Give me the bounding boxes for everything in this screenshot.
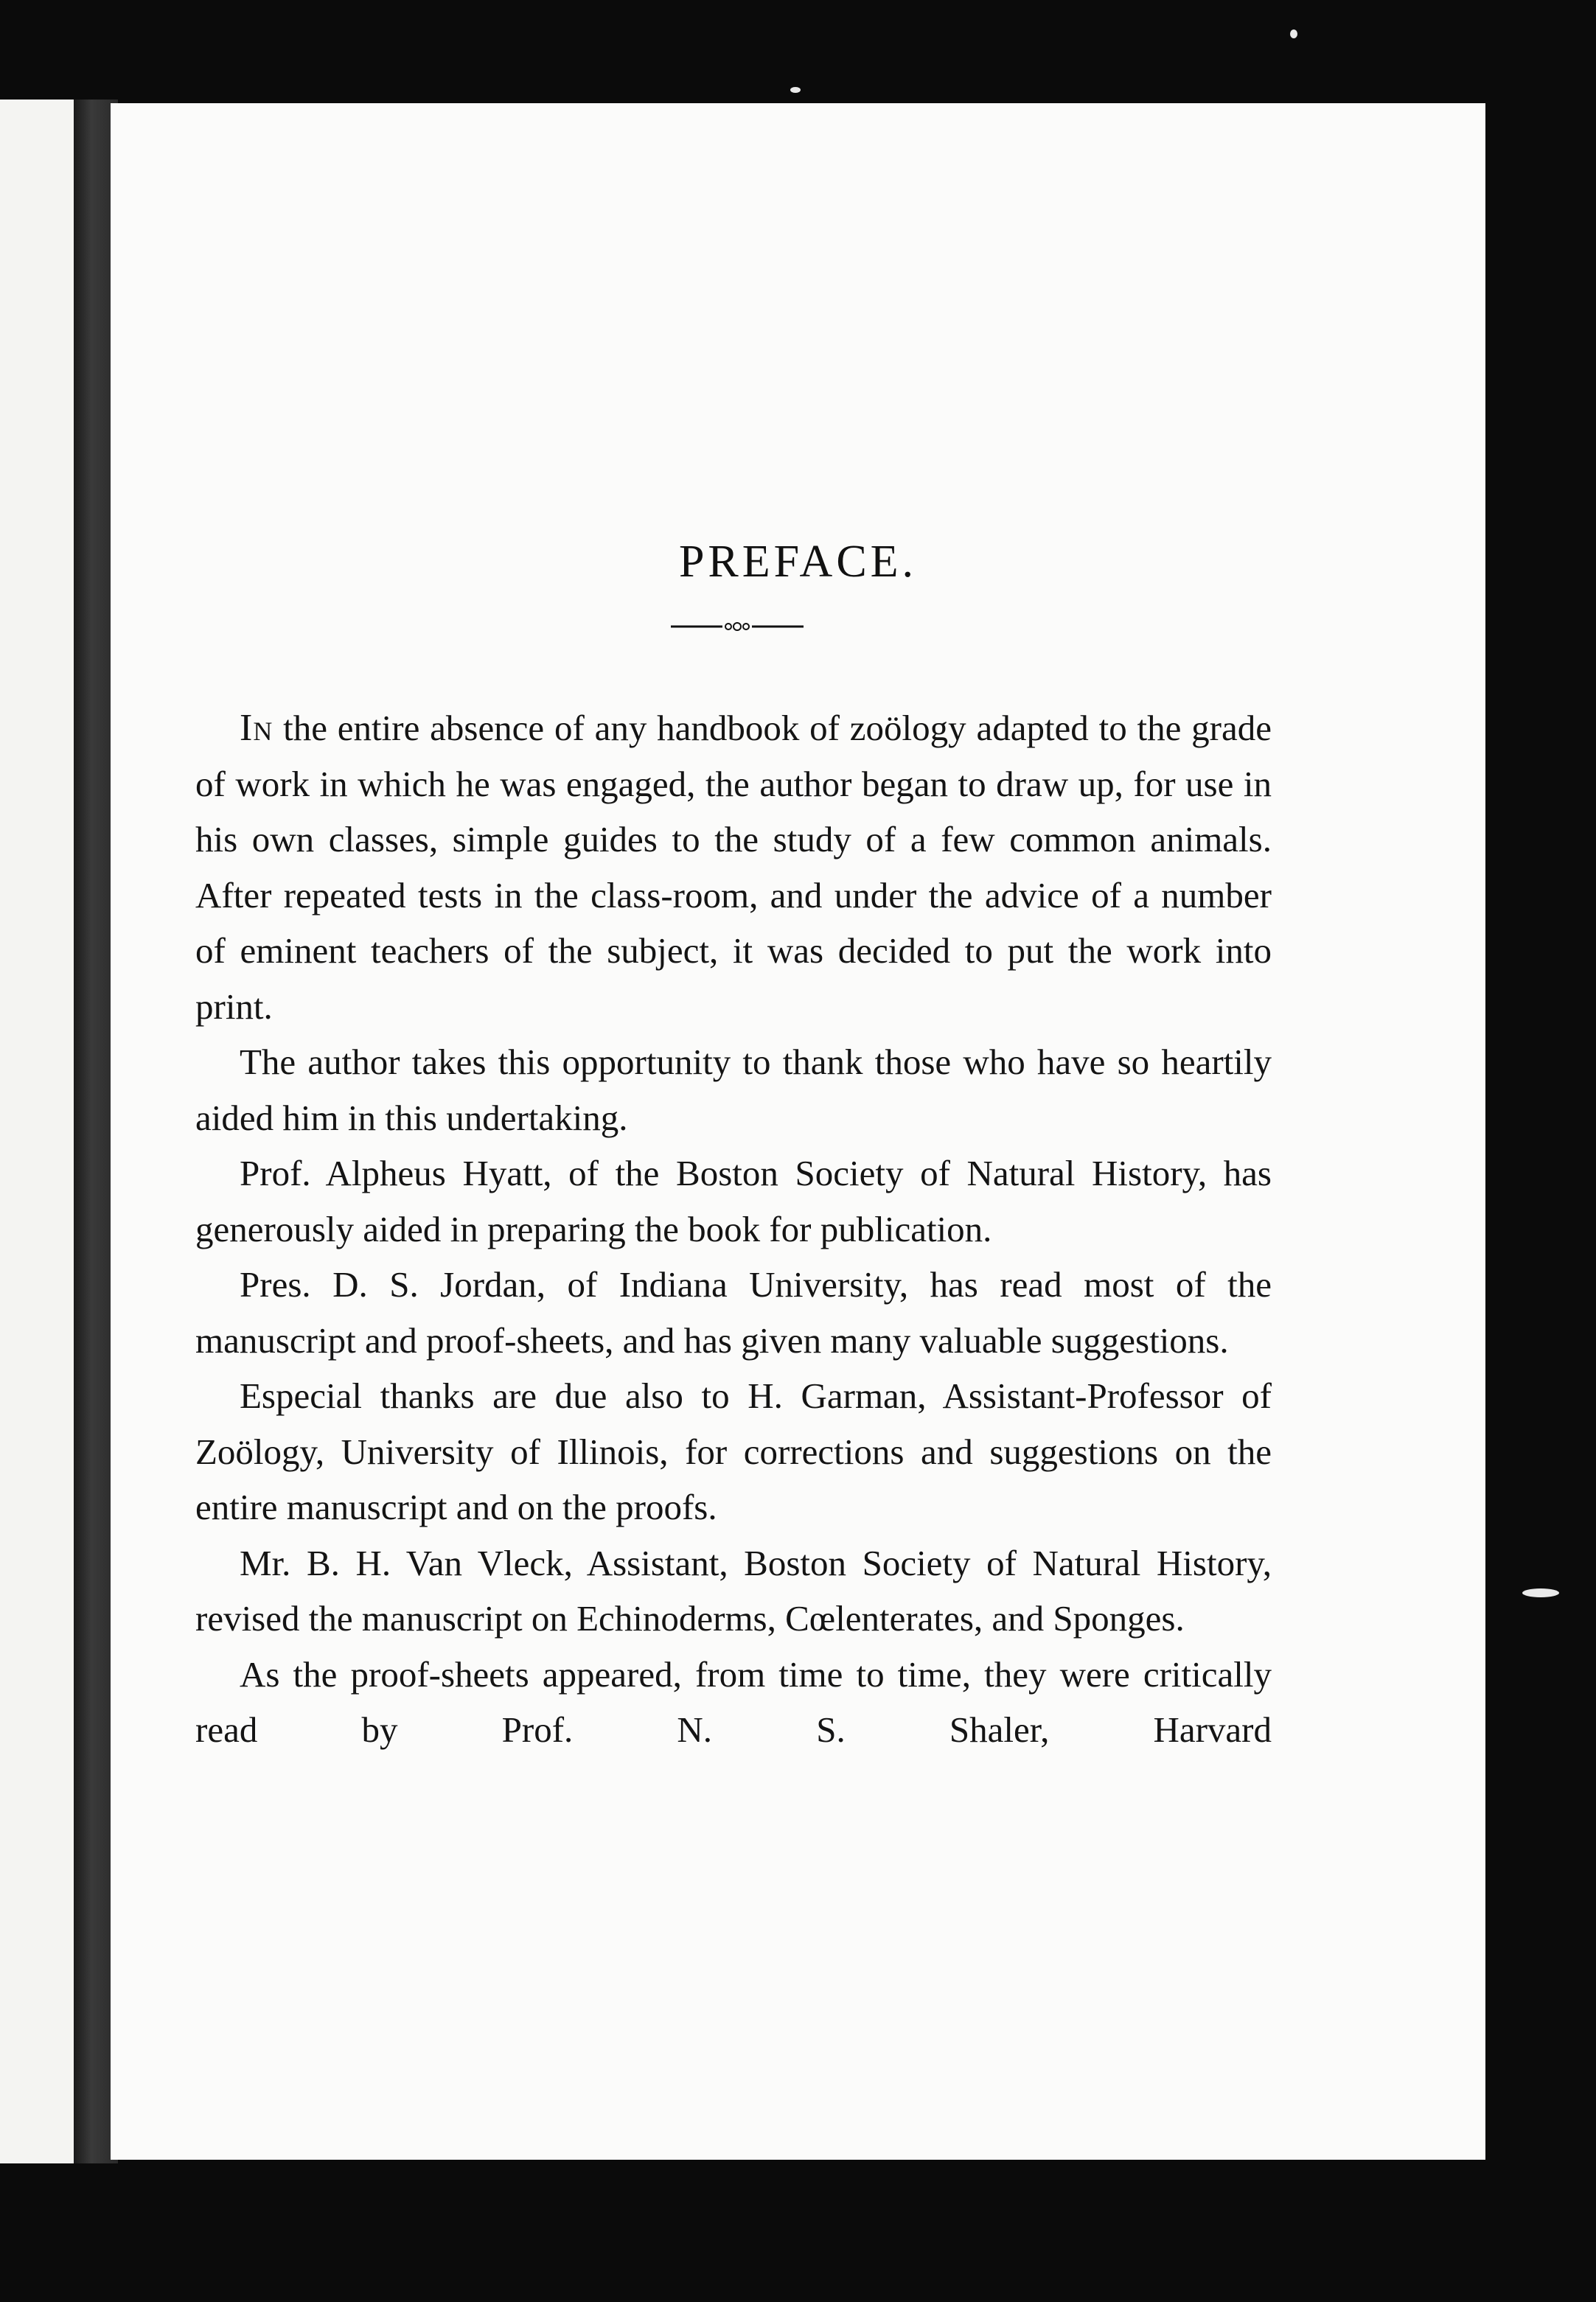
paragraph-text: the entire absence of any handbook of zoölogy adapted to the grade of work in which he was engaged, the author began to draw up, for use in his own classes, simple guides to the study of a few common animals. After repeated tests in the class-room, and under the advice of a number of eminent teachers of the subject, it was decided to put the work into print. xyxy=(195,708,1272,1027)
paragraph: Pres. D. S. Jordan, of Indiana University, has read most of the manuscript and proof-sheets, and has given many valuable suggestions. xyxy=(195,1264,1272,1361)
preface-body xyxy=(195,700,1272,1758)
scan-speck xyxy=(1290,29,1297,38)
title-ornament-divider xyxy=(671,619,804,634)
page-title: PREFACE. xyxy=(678,536,918,587)
scanned-page xyxy=(111,103,1485,2160)
scan-speck xyxy=(790,87,801,93)
paragraph xyxy=(195,700,1272,1034)
adjacent-page-edge xyxy=(0,100,74,2163)
scan-speck xyxy=(1522,1588,1559,1597)
paragraph: As the proof-sheets appeared, from time to time, they were critically read by Prof. N. S. Shaler, Harvard xyxy=(195,1653,1272,1750)
paragraph: Especial thanks are due also to H. Garman, Assistant-Professor of Zoölogy, University of Illinois, for corrections and suggestions on the entire manuscript and on the proofs. xyxy=(195,1375,1272,1527)
drop-cap: In xyxy=(240,707,273,749)
paragraph: The author takes this opportunity to thank those who have so heartily aided him in this undertaking. xyxy=(195,1042,1272,1138)
paragraph: Prof. Alpheus Hyatt, of the Boston Society of Natural History, has generously aided in preparing the book for publication. xyxy=(195,1153,1272,1249)
paragraph: Mr. B. H. Van Vleck, Assistant, Boston Society of Natural History, revised the manuscript on Echinoderms, Cœlenterates, and Sponges. xyxy=(195,1542,1272,1639)
